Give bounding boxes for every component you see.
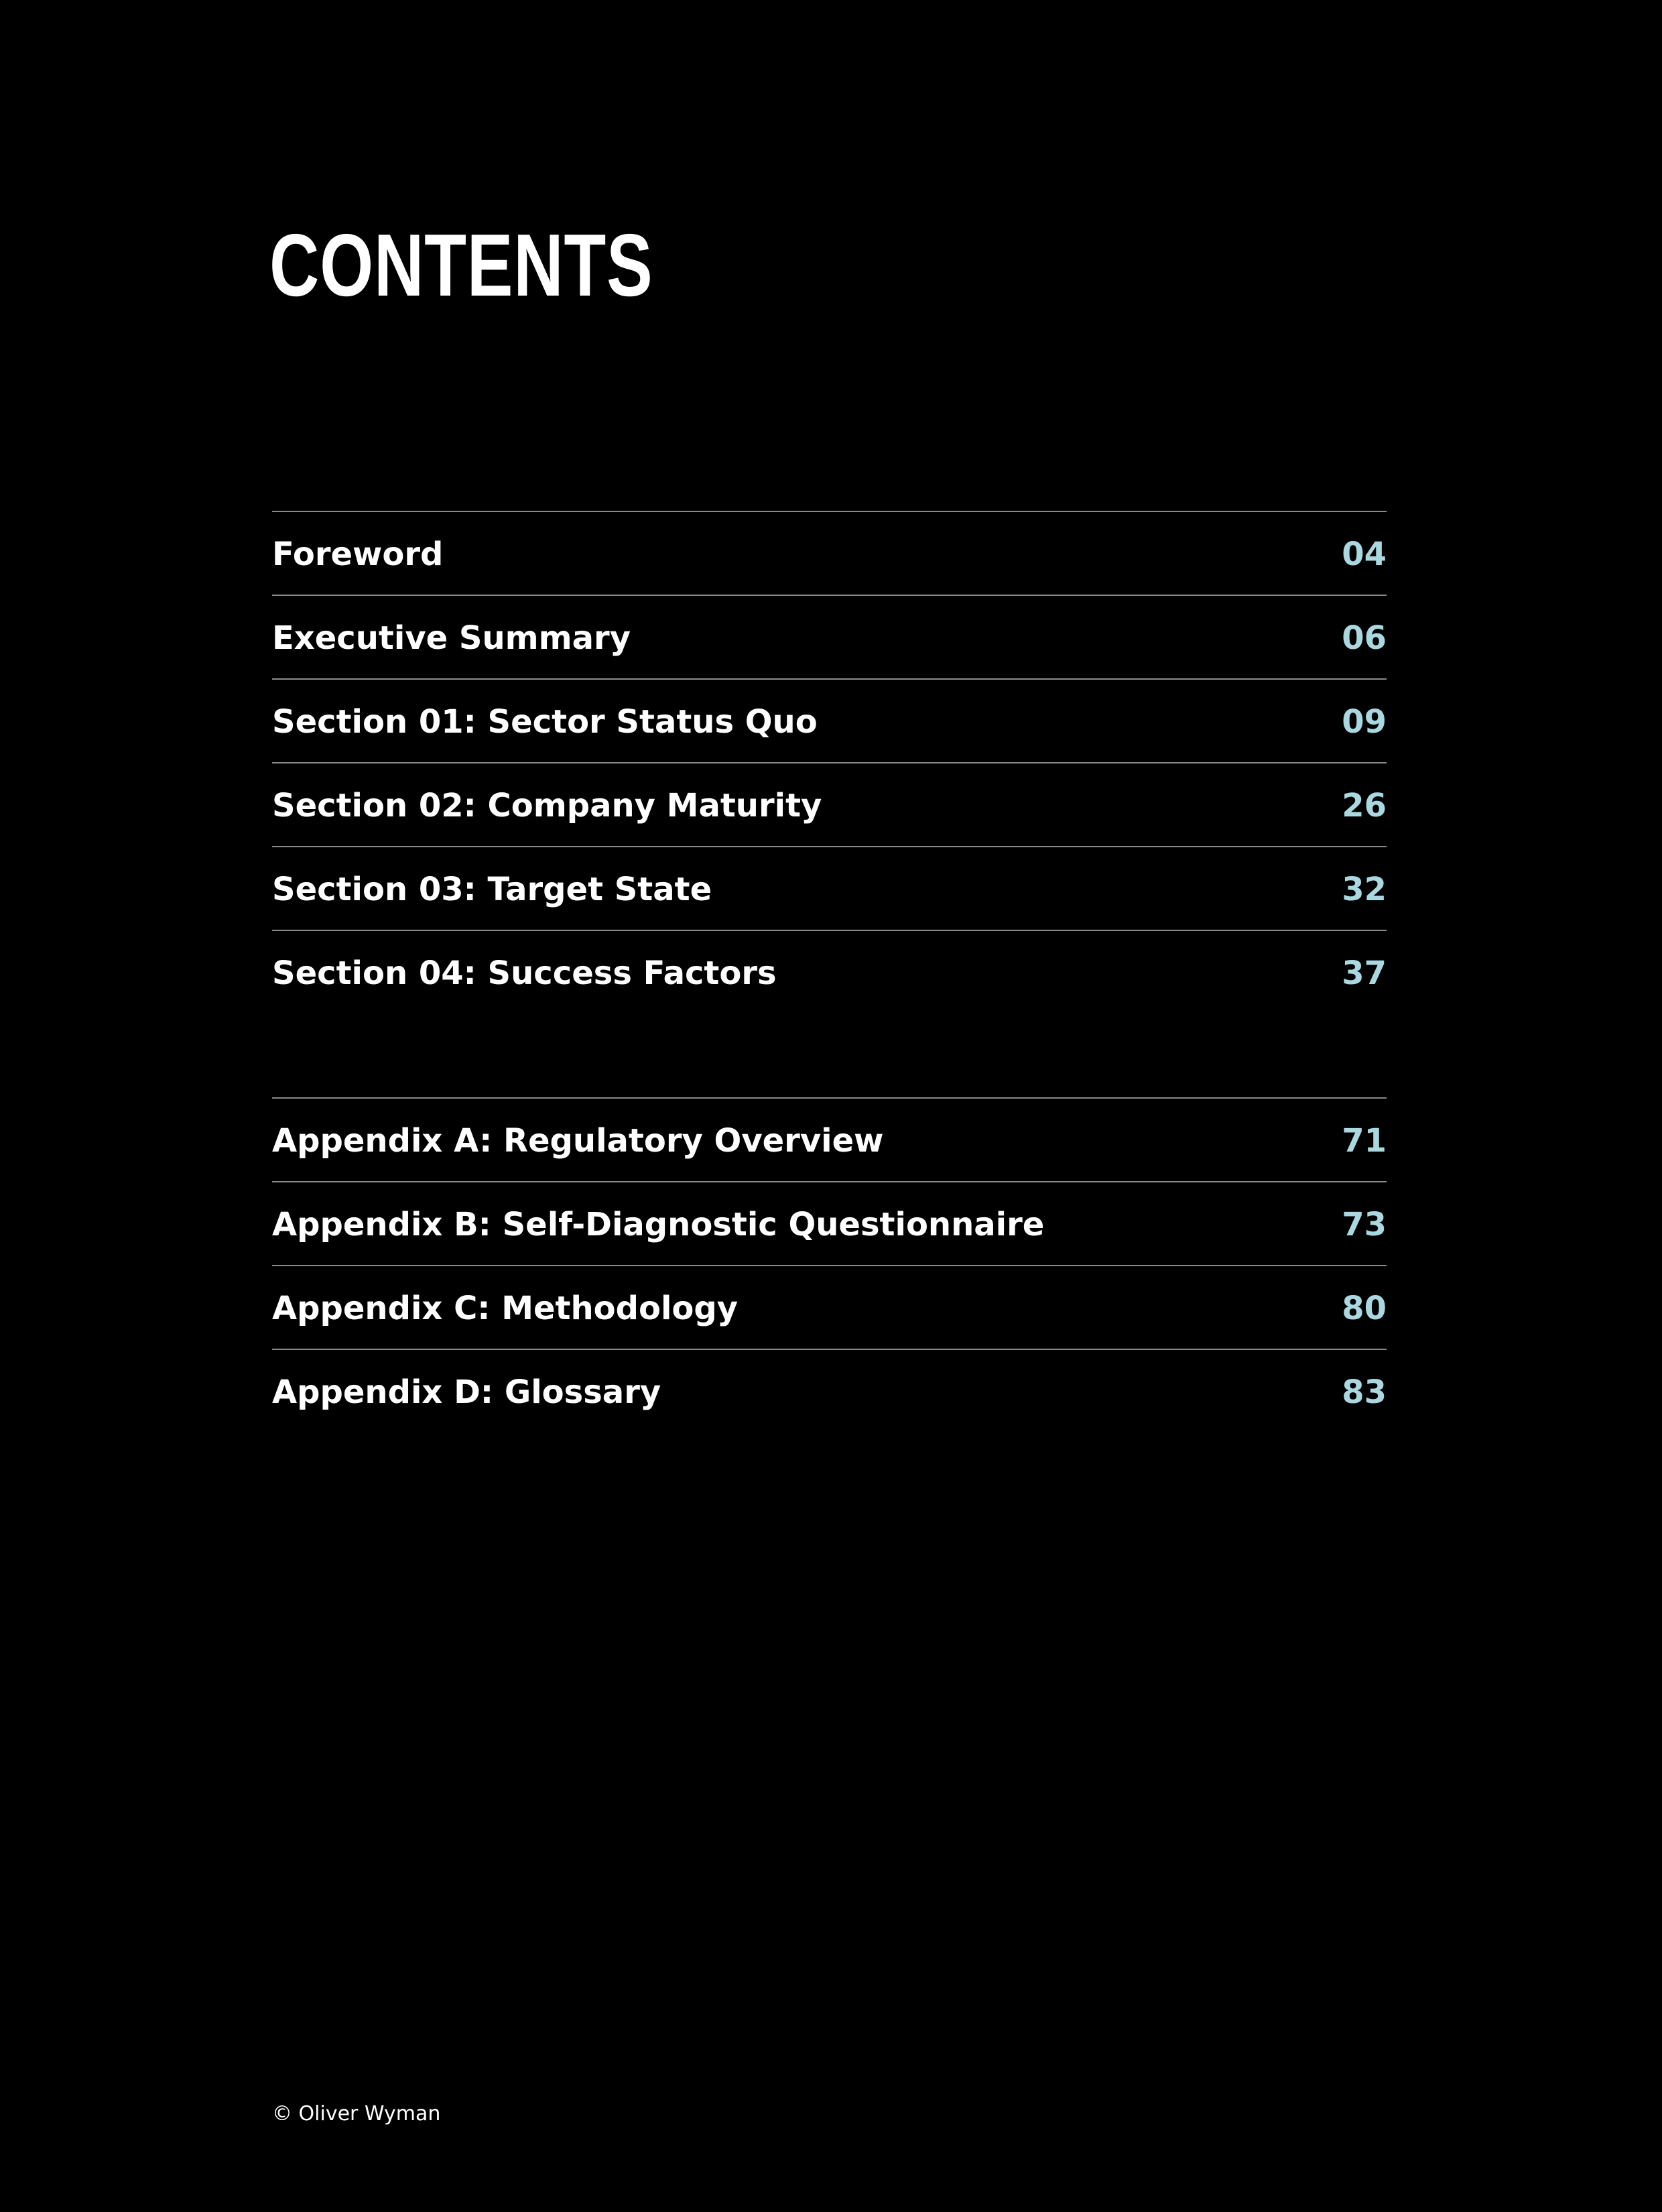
toc-entry-title: Appendix B: Self-Diagnostic Questionnaire xyxy=(272,1205,1045,1243)
toc-entry-title: Executive Summary xyxy=(272,619,631,657)
toc-appendix-list xyxy=(272,1097,1387,1432)
copyright-footer: © Oliver Wyman xyxy=(272,2102,441,2126)
toc-entry-section-01[interactable] xyxy=(272,678,1387,762)
toc-entry-page-number: 04 xyxy=(1342,535,1387,573)
toc-entry-title: Appendix C: Methodology xyxy=(272,1289,739,1327)
toc-entry-page-number: 71 xyxy=(1342,1121,1387,1160)
toc-entry-title: Section 04: Success Factors xyxy=(272,954,777,992)
toc-entry-section-04[interactable] xyxy=(272,930,1387,1013)
toc-entry-title: Appendix A: Regulatory Overview xyxy=(272,1121,884,1160)
page-title: CONTENTS xyxy=(269,216,653,314)
toc-entry-executive-summary[interactable] xyxy=(272,595,1387,678)
toc-entry-title: Section 02: Company Maturity xyxy=(272,786,822,824)
toc-entry-title: Section 01: Sector Status Quo xyxy=(272,702,818,741)
toc-entry-foreword[interactable] xyxy=(272,511,1387,595)
toc-entry-page-number: 83 xyxy=(1342,1373,1387,1411)
toc-entry-page-number: 73 xyxy=(1342,1205,1387,1243)
toc-entry-page-number: 06 xyxy=(1342,619,1387,657)
toc-entry-title: Appendix D: Glossary xyxy=(272,1373,661,1411)
toc-entry-page-number: 09 xyxy=(1342,702,1387,741)
toc-entry-page-number: 32 xyxy=(1342,870,1387,908)
toc-entry-appendix-a[interactable] xyxy=(272,1097,1387,1181)
toc-entry-title: Foreword xyxy=(272,535,444,573)
toc-entry-title: Section 03: Target State xyxy=(272,870,712,908)
toc-entry-section-02[interactable] xyxy=(272,762,1387,846)
toc-entry-page-number: 26 xyxy=(1342,786,1387,824)
toc-entry-page-number: 37 xyxy=(1342,954,1387,992)
toc-entry-appendix-d[interactable] xyxy=(272,1349,1387,1432)
toc-entry-appendix-b[interactable] xyxy=(272,1181,1387,1265)
toc-entry-appendix-c[interactable] xyxy=(272,1265,1387,1349)
toc-entry-section-03[interactable] xyxy=(272,846,1387,930)
toc-main-list xyxy=(272,511,1387,1013)
toc-entry-page-number: 80 xyxy=(1342,1289,1387,1327)
